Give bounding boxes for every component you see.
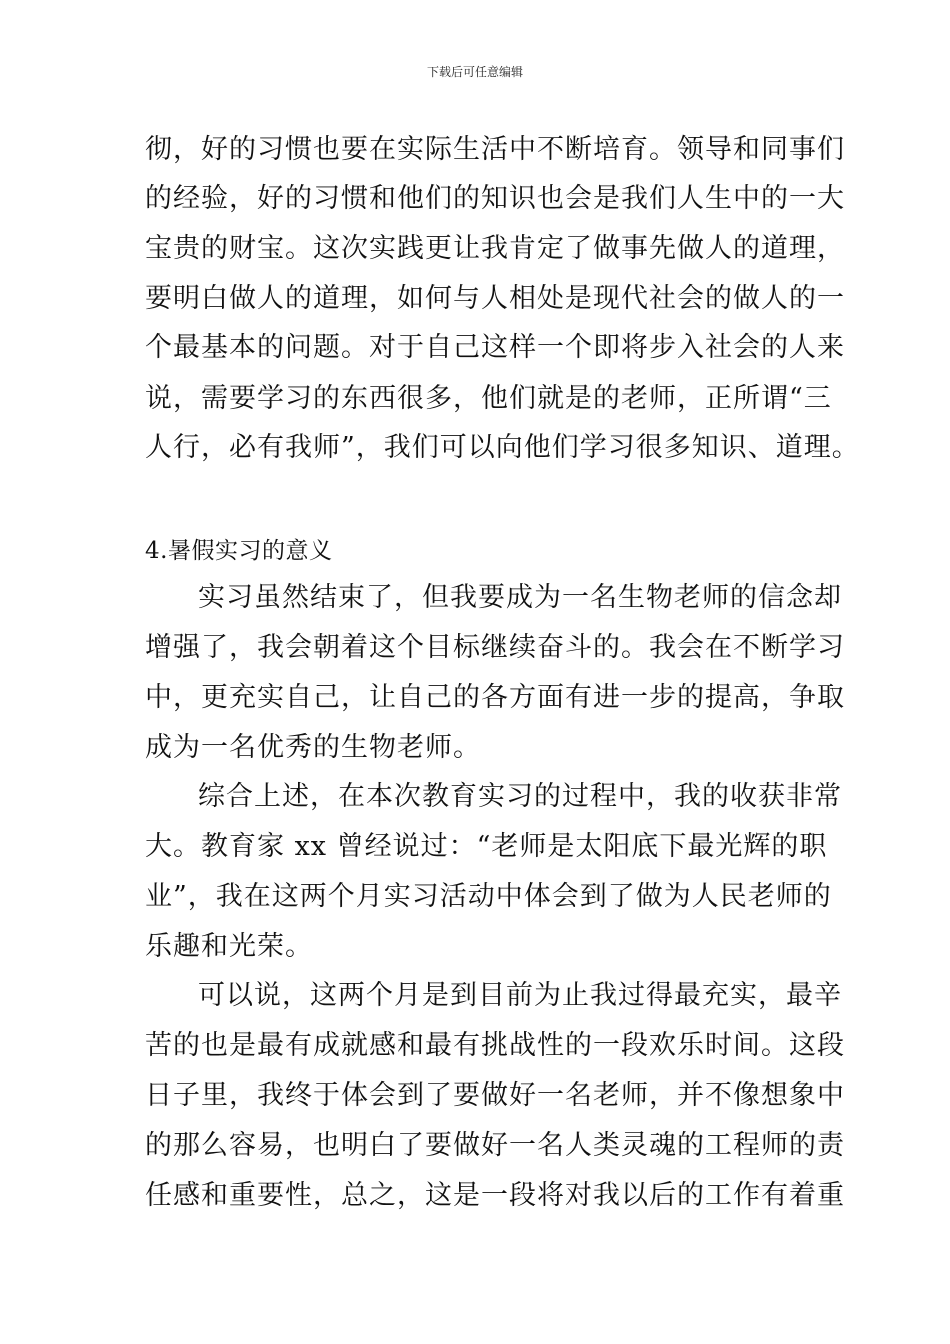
- body-line: 可以说，这两个月是到目前为止我过得最充实，最辛: [198, 980, 842, 1011]
- body-line: 日子里，我终于体会到了要做好一名老师，并不像想象中: [145, 1080, 845, 1111]
- body-line: 大。教育家 xx 曾经说过：“老师是太阳底下最光辉的职: [145, 831, 828, 862]
- section-heading: 4.暑假实习的意义: [145, 538, 333, 564]
- body-line: 要明白做人的道理，如何与人相处是现代社会的做人的一: [145, 283, 845, 314]
- body-line: 彻，好的习惯也要在实际生活中不断培育。领导和同事们: [145, 134, 845, 165]
- body-line: 宝贵的财宝。这次实践更让我肯定了做事先做人的道理，: [145, 233, 845, 264]
- body-line: 的那么容易，也明白了要做好一名人类灵魂的工程师的责: [145, 1130, 845, 1161]
- body-line: 乐趣和光荣。: [145, 931, 313, 962]
- body-line: 个最基本的问题。对于自己这样一个即将步入社会的人来: [145, 332, 845, 363]
- body-line: 说，需要学习的东西很多，他们就是的老师，正所谓“三: [145, 383, 832, 414]
- body-line: 中，更充实自己，让自己的各方面有进一步的提高，争取: [145, 682, 845, 713]
- body-line: 苦的也是最有成就感和最有挑战性的一段欢乐时间。这段: [145, 1030, 845, 1061]
- body-line: 的经验，好的习惯和他们的知识也会是我们人生中的一大: [145, 183, 845, 214]
- body-line: 人行，必有我师”，我们可以向他们学习很多知识、道理。: [145, 432, 860, 463]
- page-header: 下载后可任意编辑: [426, 65, 523, 79]
- body-line: 实习虽然结束了，但我要成为一名生物老师的信念却: [198, 582, 842, 613]
- body-line: 综合上述，在本次教育实习的过程中，我的收获非常: [198, 781, 842, 812]
- body-line: 任感和重要性，总之，这是一段将对我以后的工作有着重: [145, 1180, 845, 1211]
- body-line: 成为一名优秀的生物老师。: [145, 732, 481, 763]
- body-line: 增强了，我会朝着这个目标继续奋斗的。我会在不断学习: [145, 632, 845, 663]
- body-line: 业”，我在这两个月实习活动中体会到了做为人民老师的: [145, 881, 832, 912]
